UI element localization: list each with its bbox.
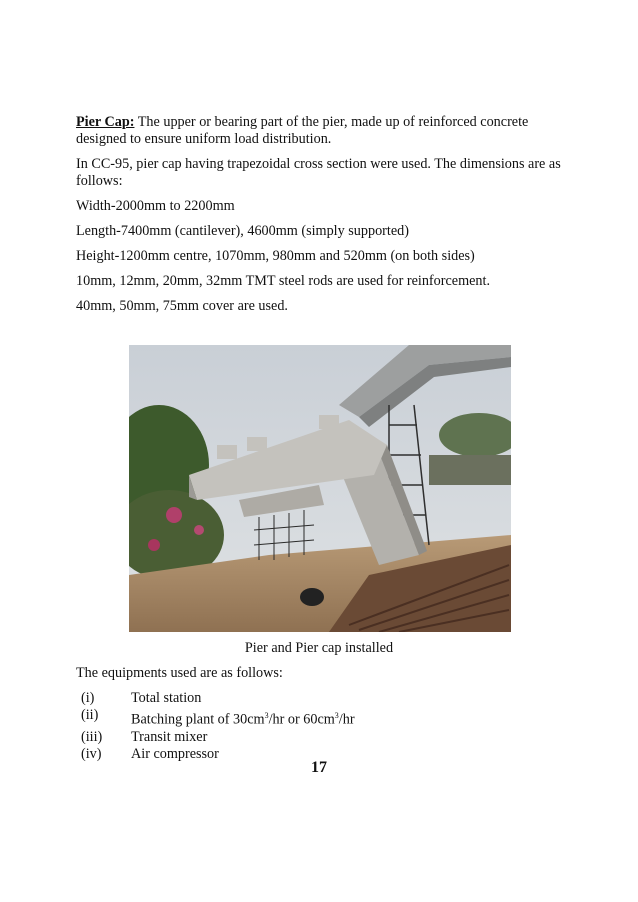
list-item-text: Transit mixer — [131, 728, 208, 745]
list-item-number: (iii) — [81, 728, 103, 745]
pier-cap-photo — [129, 345, 511, 632]
equipment-intro: The equipments used are as follows: — [76, 665, 283, 681]
pier-cap-photo-illustration — [129, 345, 511, 632]
page-number: 17 — [311, 759, 327, 776]
list-item-text-part: Batching plant of 30cm — [131, 711, 265, 728]
pier-cap-definition: The upper or bearing part of the pier, made up of reinforced concrete designed to ensure uniform load distribution. — [76, 114, 529, 147]
list-item-number: (ii) — [81, 707, 99, 723]
list-item-text: Total station — [131, 690, 202, 706]
equipment-list — [81, 690, 355, 763]
width-line: Width-2000mm to 2200mm — [76, 198, 235, 214]
steel-rods-line: 10mm, 12mm, 20mm, 32mm TMT steel rods are used for reinforcement. — [76, 273, 490, 289]
list-item-text-part: /hr or 60cm — [268, 711, 335, 728]
length-line: Length-7400mm (cantilever), 4600mm (simply supported) — [76, 223, 409, 239]
list-item-number: (i) — [81, 690, 95, 706]
list-item-text: Air compressor — [131, 745, 219, 762]
list-item-number: (iv) — [81, 745, 102, 762]
list-item — [81, 690, 355, 707]
list-item-text — [131, 707, 355, 729]
figure-caption: Pier and Pier cap installed — [244, 640, 394, 656]
list-item — [81, 729, 355, 746]
cover-line: 40mm, 50mm, 75mm cover are used. — [76, 298, 288, 314]
superscript: 3 — [264, 711, 269, 720]
pier-cap-paragraph — [76, 114, 566, 148]
list-item-text-part: /hr — [338, 711, 355, 728]
pier-cap-heading: Pier Cap: — [76, 114, 135, 130]
height-line: Height-1200mm centre, 1070mm, 980mm and 520mm (on both sides) — [76, 248, 475, 264]
cross-section-paragraph: In CC-95, pier cap having trapezoidal cross section were used. The dimensions are as follows: — [76, 156, 561, 189]
list-item — [81, 707, 355, 729]
superscript: 3 — [334, 711, 339, 720]
